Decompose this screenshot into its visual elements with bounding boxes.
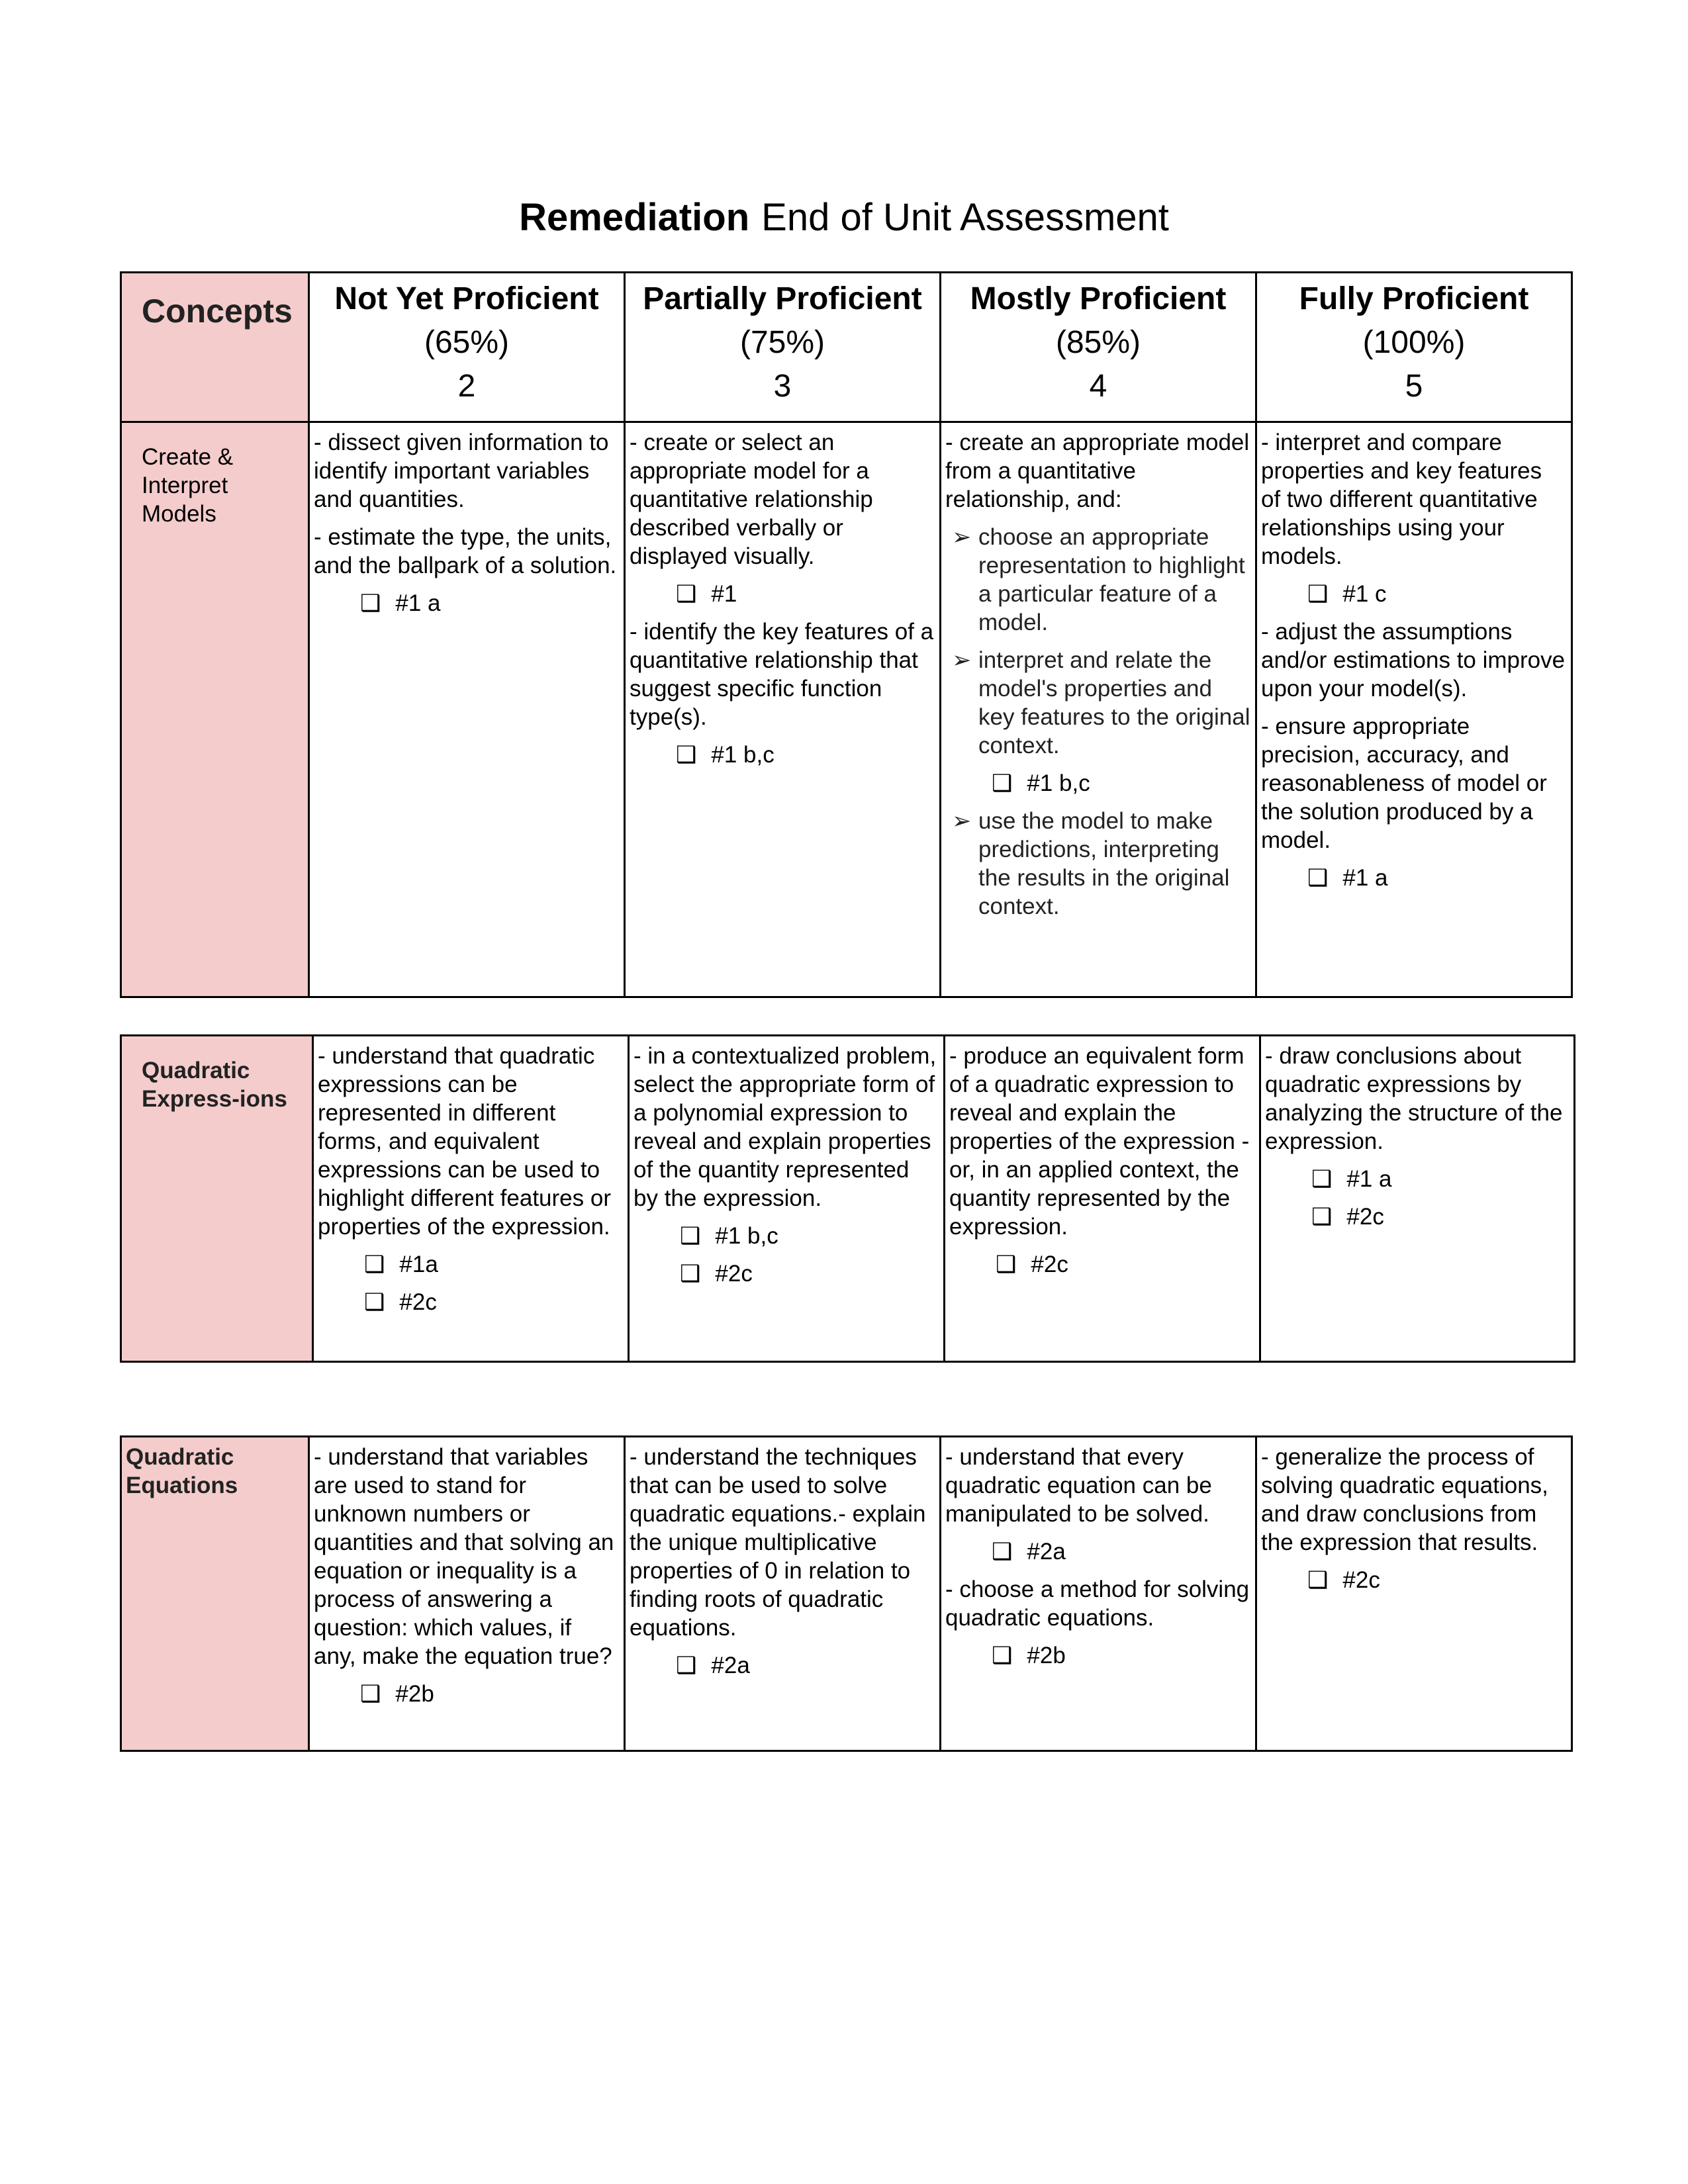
criteria-text-span: - produce an equivalent form of a quadratic expression to reveal and explain the properties of the expression - or, in an applied context, the quantity represented by the expression. [949,1043,1250,1240]
criteria-cell [941,1437,1256,1751]
question-ref: #2a [711,1653,750,1678]
rubric-table-equations [120,1435,1573,1752]
question-ref: #2c [1346,1204,1384,1230]
checkbox-icon[interactable]: ❑ [1307,865,1329,891]
checkbox-icon[interactable]: ❑ [680,1223,701,1249]
question-ref: #2b [1027,1643,1066,1668]
criteria-text [945,1575,1251,1632]
criteria-text [630,428,935,570]
question-ref: #1 a [1346,1166,1392,1192]
criteria-text-span: - dissect given information to identify important variables and quantities. [314,430,609,512]
level-header [625,273,941,422]
criteria-text-span: - understand that quadratic expressions can be represented in different forms, and equivalent expressions can be used to highlight different features or properties of the expression. [318,1043,611,1240]
level-percent: (100%) [1362,325,1466,360]
bullet-text: choose an appropriate representation to highlight a particular feature of a model. [978,524,1245,635]
criteria-cell [1256,1437,1572,1751]
criteria-text [630,1443,935,1642]
criteria-text [949,1042,1255,1241]
level-score: 5 [1405,369,1423,404]
checklist-item [680,1222,939,1250]
level-score: 2 [457,369,476,404]
arrow-bullet-icon: ➢ [952,524,972,550]
rubric-table-expressions [120,1034,1575,1363]
arrow-bullet-item [945,523,1251,637]
criteria-text-span: - understand the techniques that can be used to solve quadratic equations.- explain the unique multiplicative properties of 0 in relation to finding roots of quadratic equations. [630,1444,926,1641]
title-rest: End of Unit Assessment [761,196,1169,239]
bullet-text: use the model to make predictions, interpreting the results in the original context. [978,808,1230,919]
bullet-text: interpret and relate the model's properties and key features to the original context. [978,647,1250,758]
criteria-text-span: - understand that variables are used to stand for unknown numbers or quantities and that solving an equation or inequality is a process of answering a question: which values, if any, make the equation true? [314,1444,614,1669]
question-ref: #1 [711,581,737,607]
level-name: Mostly Proficient [970,281,1227,316]
criteria-cell [625,422,941,997]
checklist-item [360,589,620,617]
level-percent: (85%) [1055,325,1141,360]
concept-cell: Quadratic Express-ions [121,1036,313,1362]
question-ref: #1a [399,1251,438,1277]
checkbox-icon[interactable]: ❑ [992,1539,1013,1565]
criteria-text [1265,1042,1570,1156]
criteria-text-span: - draw conclusions about quadratic expressions by analyzing the structure of the expression. [1265,1043,1563,1154]
criteria-cell [313,1036,629,1362]
level-percent: (75%) [739,325,825,360]
title-bold: Remediation [519,196,750,239]
criteria-text [318,1042,624,1241]
criteria-cell [625,1437,941,1751]
criteria-text-span: - interpret and compare properties and key features of two different quantitative relationships using your models. [1261,430,1542,569]
arrow-bullet-item [945,807,1251,921]
question-ref: #1 b,c [715,1223,778,1249]
arrow-bullet-icon: ➢ [952,647,972,673]
criteria-text-span: - understand that every quadratic equation can be manipulated to be solved. [945,1444,1212,1527]
question-ref: #2c [715,1261,753,1287]
criteria-cell [309,422,625,997]
criteria-text [314,1443,620,1670]
criteria-text-span: - adjust the assumptions and/or estimations to improve upon your model(s). [1261,619,1566,702]
level-header [1256,273,1572,422]
level-name: Not Yet Proficient [334,281,599,316]
criteria-text [1261,428,1567,570]
checkbox-icon[interactable]: ❑ [992,1643,1013,1668]
criteria-cell [629,1036,945,1362]
criteria-cell [945,1036,1260,1362]
checklist-item [676,1651,935,1680]
criteria-text [945,1443,1251,1528]
concept-cell: Create & Interpret Models [121,422,309,997]
level-percent: (65%) [424,325,510,360]
checkbox-icon[interactable]: ❑ [676,1653,697,1678]
checkbox-icon[interactable]: ❑ [680,1261,701,1287]
criteria-text-span: - create an appropriate model from a quantitative relationship, and: [945,430,1250,512]
level-header [309,273,625,422]
checkbox-icon[interactable]: ❑ [1311,1166,1333,1192]
criteria-text [1261,712,1567,854]
criteria-text [314,428,620,514]
checkbox-icon[interactable]: ❑ [992,770,1013,796]
checkbox-icon[interactable]: ❑ [996,1251,1017,1277]
checklist-item [992,1537,1251,1566]
concepts-header: Concepts [121,273,309,422]
rubric-table-models [120,271,1573,998]
checklist-item [1311,1165,1570,1193]
question-ref: #1 c [1342,581,1387,607]
checklist-item [364,1288,624,1316]
checkbox-icon[interactable]: ❑ [360,590,381,616]
question-ref: #1 a [395,590,441,616]
criteria-text [630,617,935,731]
criteria-text [1261,617,1567,703]
criteria-cell [1260,1036,1575,1362]
criteria-text-span: - estimate the type, the units, and the ballpark of a solution. [314,524,617,578]
checkbox-icon[interactable]: ❑ [360,1681,381,1707]
rubric-row [121,1036,1575,1362]
criteria-text [945,428,1251,514]
criteria-text-span: - ensure appropriate precision, accuracy, and reasonableness of model or the solution produced by a model. [1261,713,1547,853]
checkbox-icon[interactable]: ❑ [1307,581,1329,607]
question-ref: #1 a [1342,865,1388,891]
checkbox-icon[interactable]: ❑ [676,581,697,607]
question-ref: #2b [395,1681,434,1707]
question-ref: #2c [1342,1567,1380,1593]
rubric-row [121,1437,1572,1751]
criteria-text-span: - in a contextualized problem, select the appropriate form of a polynomial expression to reveal and explain properties of the quantity represented by the expression. [633,1043,937,1211]
level-header [941,273,1256,422]
criteria-text [314,523,620,580]
checklist-item [1307,1566,1567,1594]
question-ref: #2c [1031,1251,1068,1277]
level-score: 3 [773,369,792,404]
concept-cell: Quadratic Equations [121,1437,309,1751]
question-ref: #2c [399,1289,437,1315]
checklist-item [680,1259,939,1288]
header-row [121,273,1572,422]
question-ref: #1 b,c [711,742,774,768]
criteria-cell [941,422,1256,997]
level-name: Partially Proficient [643,281,922,316]
criteria-text-span: - create or select an appropriate model for a quantitative relationship described verbally or displayed visually. [630,430,873,569]
checklist-item [360,1680,620,1708]
checklist-item [992,1641,1251,1670]
checklist-item [1307,864,1567,892]
arrow-bullet-item [945,646,1251,760]
checklist-item [1311,1203,1570,1231]
checklist-item [364,1250,624,1279]
checkbox-icon[interactable]: ❑ [1311,1204,1333,1230]
checklist-item [676,741,935,769]
checklist-item [996,1250,1255,1279]
arrow-bullet-icon: ➢ [952,808,972,834]
checkbox-icon[interactable]: ❑ [676,742,697,768]
question-ref: #2a [1027,1539,1066,1565]
criteria-text [1261,1443,1567,1557]
question-ref: #1 b,c [1027,770,1090,796]
criteria-text-span: - choose a method for solving quadratic equations. [945,1576,1250,1631]
level-score: 4 [1089,369,1107,404]
criteria-cell [309,1437,625,1751]
page-title [0,195,1688,240]
checkbox-icon[interactable]: ❑ [1307,1567,1329,1593]
criteria-text-span: - identify the key features of a quantitative relationship that suggest specific function type(s). [630,619,934,730]
criteria-cell [1256,422,1572,997]
checklist-item [1307,580,1567,608]
rubric-row [121,422,1572,997]
criteria-text-span: - generalize the process of solving quadratic equations, and draw conclusions from the expression that results. [1261,1444,1548,1555]
level-name: Fully Proficient [1299,281,1529,316]
checklist-item [676,580,935,608]
checklist-item [992,769,1251,797]
checkbox-icon[interactable]: ❑ [364,1251,385,1277]
criteria-text [633,1042,939,1212]
checkbox-icon[interactable]: ❑ [364,1289,385,1315]
